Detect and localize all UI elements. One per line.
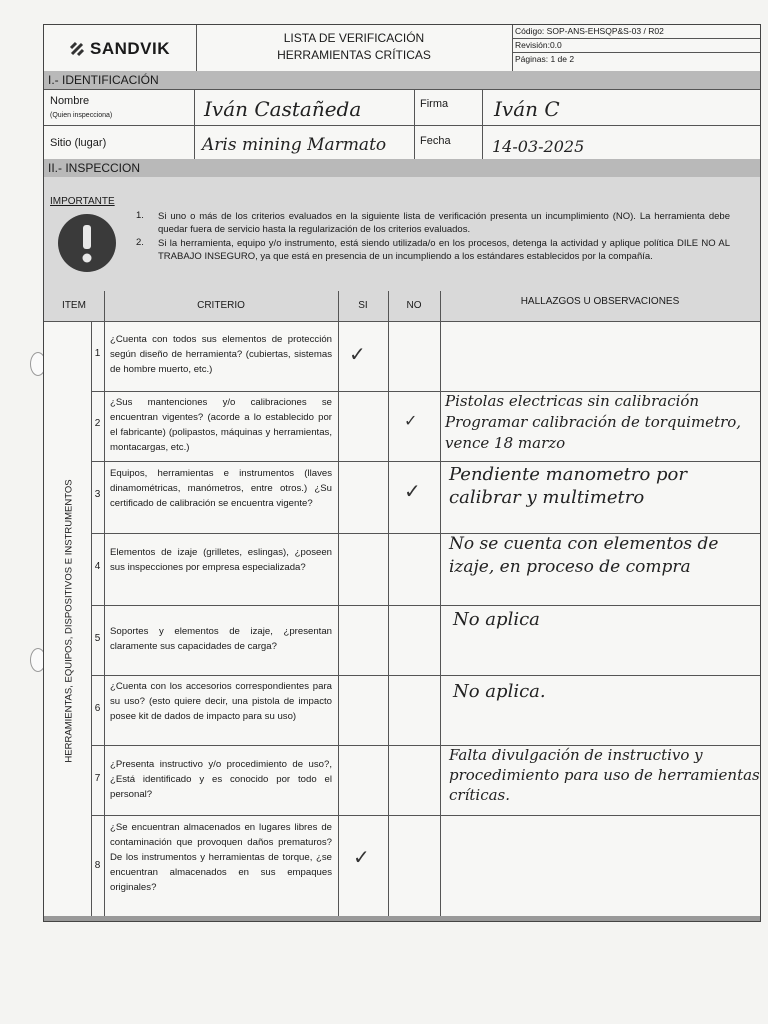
row-number: 5 <box>94 633 101 644</box>
row-observation: Pistolas electricas sin calibración Programar calibración de torquimetro, vence 18 marzo <box>445 392 742 452</box>
group-label: HERRAMIENTAS, EQUIPOS, DISPOSITIVOS E INSTRUMENTOS <box>63 479 75 763</box>
header-si: SI <box>358 300 368 311</box>
warning-exclamation-icon <box>57 213 117 273</box>
important-label: IMPORTANTE <box>50 196 115 207</box>
table-row <box>91 391 760 461</box>
row-criterio: Soportes y elementos de izaje, ¿presentan claramente sus capacidades de carga? <box>110 626 332 652</box>
header-criterio: CRITERIO <box>197 300 245 311</box>
table-header <box>44 291 760 321</box>
row-observation: No aplica <box>453 609 540 630</box>
document-revision: Revisión:0.0 <box>515 40 562 50</box>
no-checkmark: ✓ <box>404 479 421 503</box>
si-checkmark: ✓ <box>349 342 366 366</box>
date-label: Fecha <box>420 135 451 147</box>
table-row <box>91 461 760 533</box>
signature-value: Iván C <box>494 97 560 121</box>
table-bottom-border <box>44 916 760 921</box>
row-observation: Pendiente manometro por calibrar y multimetro <box>449 464 687 508</box>
site-value: Aris mining Marmato <box>202 135 387 155</box>
important-notice <box>44 177 760 291</box>
row-criterio: ¿Cuenta con todos sus elementos de protección según diseño de herramienta? (cubiertas, sistemas de hombre muerto, etc.) <box>110 334 332 375</box>
group-label-cell <box>56 321 82 921</box>
site-label: Sitio (lugar) <box>50 137 107 149</box>
header-hallazgos: HALLAZGOS U OBSERVACIONES <box>520 296 680 307</box>
table-row <box>91 815 760 921</box>
row-criterio: ¿Sus mantenciones y/o calibraciones se encuentran vigentes? (acorde a lo establecido por el fabricante) (polipastos, máquinas y herramientas, montacargas, etc.) <box>110 397 332 453</box>
title-line-1: LISTA DE VERIFICACIÓN <box>283 31 425 45</box>
table-row <box>91 605 760 675</box>
note-1-number: 1. <box>136 210 144 221</box>
row-number: 3 <box>94 489 101 500</box>
name-sublabel: (Quien inspecciona) <box>50 112 113 119</box>
title-line-2: HERRAMIENTAS CRÍTICAS <box>277 48 431 62</box>
row-number: 8 <box>94 860 101 871</box>
row-criterio: Equipos, herramientas e instrumentos (llaves dinamométricas, manómetros, entre otros.) ¿Su certificado de calibración se encuentra vigente? <box>110 468 332 509</box>
row-number: 4 <box>94 561 101 572</box>
no-checkmark: ✓ <box>404 411 418 430</box>
table-row <box>91 533 760 605</box>
table-row <box>91 675 760 745</box>
row-criterio: ¿Presenta instructivo y/o procedimiento de uso?, ¿Está identificado y es conocido por todo el personal? <box>110 759 332 800</box>
header-item: ITEM <box>62 300 86 311</box>
row-observation: No aplica. <box>453 681 546 702</box>
header-no: NO <box>406 300 422 311</box>
row-number: 6 <box>94 703 101 714</box>
row-number: 7 <box>94 773 101 784</box>
row-observation: No se cuenta con elementos de izaje, en proceso de compra <box>449 534 719 577</box>
row-criterio: Elementos de izaje (grilletes, eslingas), ¿poseen sus inspecciones por empresa especializada? <box>110 547 332 573</box>
sandvik-logo-icon <box>68 40 86 58</box>
si-checkmark: ✓ <box>353 845 370 869</box>
inspector-name-value: Iván Castañeda <box>204 97 362 121</box>
row-number: 1 <box>94 348 101 359</box>
logo-text: SANDVIK <box>90 39 171 58</box>
signature-label: Firma <box>420 98 449 110</box>
table-row <box>91 321 760 391</box>
note-2-text: Si la herramienta, equipo y/o instrumento, está siendo utilizada/o en los procesos, detenga la actividad y aplique política DILE NO AL TRABAJO INSEGURO, ya que está en presencia de un incumpliendo a los estándares establecidos por la compañía. <box>158 238 730 262</box>
note-2-number: 2. <box>136 237 144 248</box>
document-code: Código: SOP-ANS-EHSQP&S-03 / R02 <box>515 26 664 36</box>
checklist-document <box>43 24 761 922</box>
row-observation: Falta divulgación de instructivo y procedimiento para uso de herramientas críticas. <box>449 746 760 804</box>
section-inspeccion-title: II.- INSPECCION <box>44 159 760 177</box>
document-pages: Páginas: 1 de 2 <box>515 54 575 64</box>
logo-cell <box>44 25 196 71</box>
row-criterio: ¿Se encuentran almacenados en lugares libres de contaminación que provoquen daños prematuros? De los instrumentos y herramientas de torque, ¿se encuentran almacenados en sus empaques originales? <box>110 822 332 893</box>
name-label: Nombre <box>50 95 90 107</box>
row-number: 2 <box>94 418 101 429</box>
note-1-text: Si uno o más de los criterios evaluados en la siguiente lista de verificación presenta un incumplimiento (NO). La herramienta debe quedar fuera de servicio hasta la regularización de los criterios evaluados. <box>158 211 730 235</box>
table-row <box>91 745 760 815</box>
row-criterio: ¿Cuenta con los accesorios correspondientes para su uso? (esto quiere decir, una pistola de impacto posee kit de dados de impacto para su uso) <box>110 681 332 722</box>
date-value: 14-03-2025 <box>492 137 585 156</box>
document-title <box>196 30 512 64</box>
section-identificacion-title: I.- IDENTIFICACIÓN <box>44 71 760 89</box>
